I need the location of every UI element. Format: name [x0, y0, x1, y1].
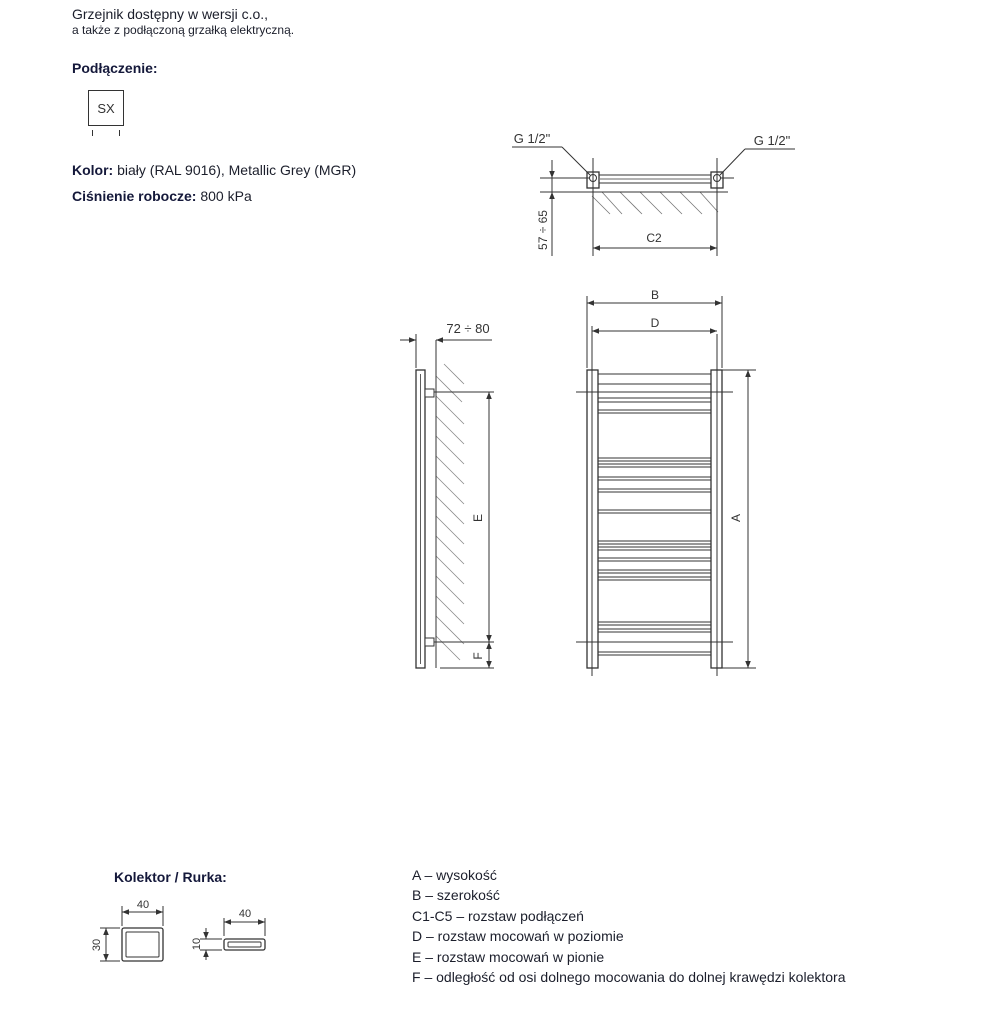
connection-heading: Podłączenie:	[72, 60, 158, 76]
spec-color-label: Kolor:	[72, 162, 114, 178]
spec-pressure-label: Ciśnienie robocze:	[72, 188, 197, 204]
legend-item: C1-C5 – rozstaw podłączeń	[412, 907, 584, 924]
depth-range-label: 57 ÷ 65	[536, 210, 550, 250]
tube-width-label: 40	[238, 908, 252, 920]
spec-color-value: biały (RAL 9016), Metallic Grey (MGR)	[113, 162, 357, 178]
spec-pressure-value: 800 kPa	[196, 188, 252, 204]
legend-item: F – odległość od osi dolnego mocowania do dolnej krawędzi kolektora	[412, 969, 846, 986]
connection-code: SX	[97, 100, 115, 116]
collector-profile	[100, 906, 163, 961]
front-tubes	[598, 398, 711, 655]
thread-right-label: G 1/2"	[753, 133, 791, 148]
collector-height-label: 30	[91, 938, 103, 952]
wall-hatch-top	[592, 192, 718, 214]
legend-item: D – rozstaw mocowań w poziomie	[412, 928, 624, 945]
collector-width-label: 40	[136, 899, 150, 911]
wall-hatch-side	[436, 364, 464, 660]
tube-profile	[200, 918, 265, 960]
dim-c2-label: C2	[646, 231, 662, 245]
dim-a-label: A	[729, 513, 743, 523]
profile-heading: Kolektor / Rurka:	[114, 869, 227, 885]
legend-item: E – rozstaw mocowań w pionie	[412, 948, 605, 965]
dim-b-label: B	[650, 288, 660, 302]
dim-f-label: F	[471, 652, 485, 660]
front-view	[576, 296, 756, 676]
tube-height-label: 10	[191, 937, 203, 951]
intro-line-1: Grzejnik dostępny w wersji c.o.,	[72, 6, 269, 22]
side-view	[400, 334, 494, 668]
wall-gap-label: 72 ÷ 80	[446, 321, 490, 336]
intro-line-2: a także z podłączoną grzałką elektryczną.	[72, 23, 295, 37]
legend-item: B – szerokość	[412, 887, 500, 904]
dim-e-label: E	[471, 513, 485, 523]
dim-d-label: D	[650, 316, 660, 330]
dimension-legend	[412, 865, 845, 987]
legend-item: A – wysokość	[412, 867, 497, 883]
thread-left-label: G 1/2"	[513, 131, 551, 146]
